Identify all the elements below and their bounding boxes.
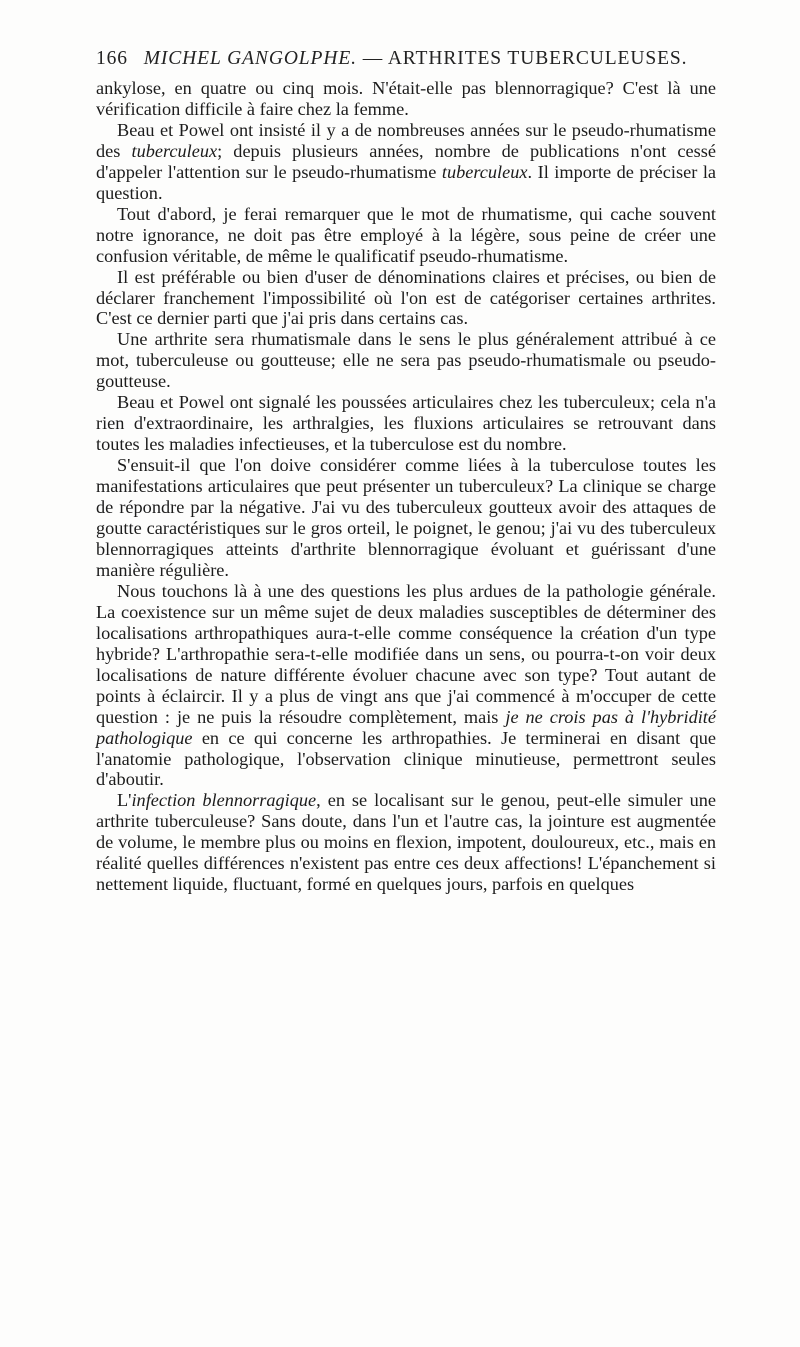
paragraph-2-emphasis: tuberculeux [131, 140, 218, 161]
header-separator: — [362, 48, 384, 69]
body-text [96, 78, 716, 895]
paragraph-2-emphasis: tuberculeux [441, 161, 528, 182]
paragraph-9-text: L' [117, 790, 132, 811]
paragraph-9 [96, 790, 716, 895]
paragraph-9-emphasis: infection blennorragique [131, 790, 317, 811]
header-title: ARTHRITES TUBERCULEUSES. [387, 48, 688, 69]
paragraph-8-text: en ce qui concerne les arthropathies. Je terminerai en disant que l'anatomie pathologique, l'observation clinique minutieuse, permettront seules d'aboutir. [96, 727, 716, 790]
paragraph-8 [96, 581, 716, 791]
paragraph-8-emphasis: je ne crois pas à l'hybridité pathologique [96, 706, 717, 748]
paragraph-2-text: . Il importe de préciser la question. [96, 161, 717, 203]
paragraph-8-text: Nous touchons là à une des questions les plus ardues de la pathologie générale. La coexistence sur un même sujet de deux maladies susceptibles de déterminer des localisations arthropathiques aura-t-elle comme conséquence la création d'un type hybride? L'arthropathie sera-t-elle modifiée dans un sens, ou pourra-t-on voir deux localisations de nature différente évoluer chacune avec son type? Tout autant de points à éclaircir. Il y a plus de vingt ans que j'ai commencé à m'occuper de cette question : je ne puis la résoudre complètement, mais [96, 580, 716, 727]
paragraph-1: ankylose, en quatre ou cinq mois. N'était-elle pas blennorragique? C'est là une vérification difficile à faire chez la femme. [96, 78, 716, 119]
running-header [96, 48, 716, 74]
paragraph-2-text: ; depuis plusieurs années, nombre de publications n'ont cessé d'appeler l'attention sur le pseudo-rhumatisme [96, 140, 716, 182]
paragraph-2 [96, 120, 716, 204]
paragraph-2-text: Beau et Powel ont insisté il y a de nombreuses années sur le pseudo-rhumatisme des [96, 119, 716, 161]
paragraph-5: Une arthrite sera rhumatismale dans le sens le plus généralement attribué à ce mot, tuberculeuse ou goutteuse; elle ne sera pas pseudo-rhumatismale ou pseudo-goutteuse. [96, 329, 716, 392]
paragraph-4: Il est préférable ou bien d'user de dénominations claires et précises, ou bien de déclarer franchement l'impossibilité où l'on est de catégoriser certaines arthrites. C'est ce dernier parti que j'ai pris dans certains cas. [96, 266, 716, 329]
header-author: MICHEL GANGOLPHE. [143, 48, 357, 69]
paragraph-6: Beau et Powel ont signalé les poussées articulaires chez les tuberculeux; cela n'a rien d'extraordinaire, les arthralgies, les fluxions articulaires se retrouvant dans toutes les maladies infectieuses, et la tuberculose est du nombre. [96, 392, 716, 455]
paragraph-9-text: , en se localisant sur le genou, peut-elle simuler une arthrite tuberculeuse? Sans doute, dans l'un et l'autre cas, la jointure est augmentée de volume, le membre plus ou moins en flexion, impotent, douloureux, etc., mais en réalité quelles différences n'existent pas entre ces deux affections! L'épanchement si nettement liquide, fluctuant, formé en quelques jours, parfois en quelques [96, 790, 717, 895]
page-number: 166 [96, 48, 128, 69]
paragraph-3: Tout d'abord, je ferai remarquer que le mot de rhumatisme, qui cache souvent notre ignorance, ne doit pas être employé à la légère, sous peine de créer une confusion véritable, de même le qualificatif pseudo-rhumatisme. [96, 203, 716, 266]
paragraph-7: S'ensuit-il que l'on doive considérer comme liées à la tuberculose toutes les manifestations articulaires que peut présenter un tuberculeux? La clinique se charge de répondre par la négative. J'ai vu des tuberculeux goutteux avoir des attaques de goutte caractéristiques sur le gros orteil, le poignet, le genou; j'ai vu des tuberculeux blennorragiques atteints d'arthrite blennorragique évoluant et guérissant d'une manière régulière. [96, 455, 716, 580]
